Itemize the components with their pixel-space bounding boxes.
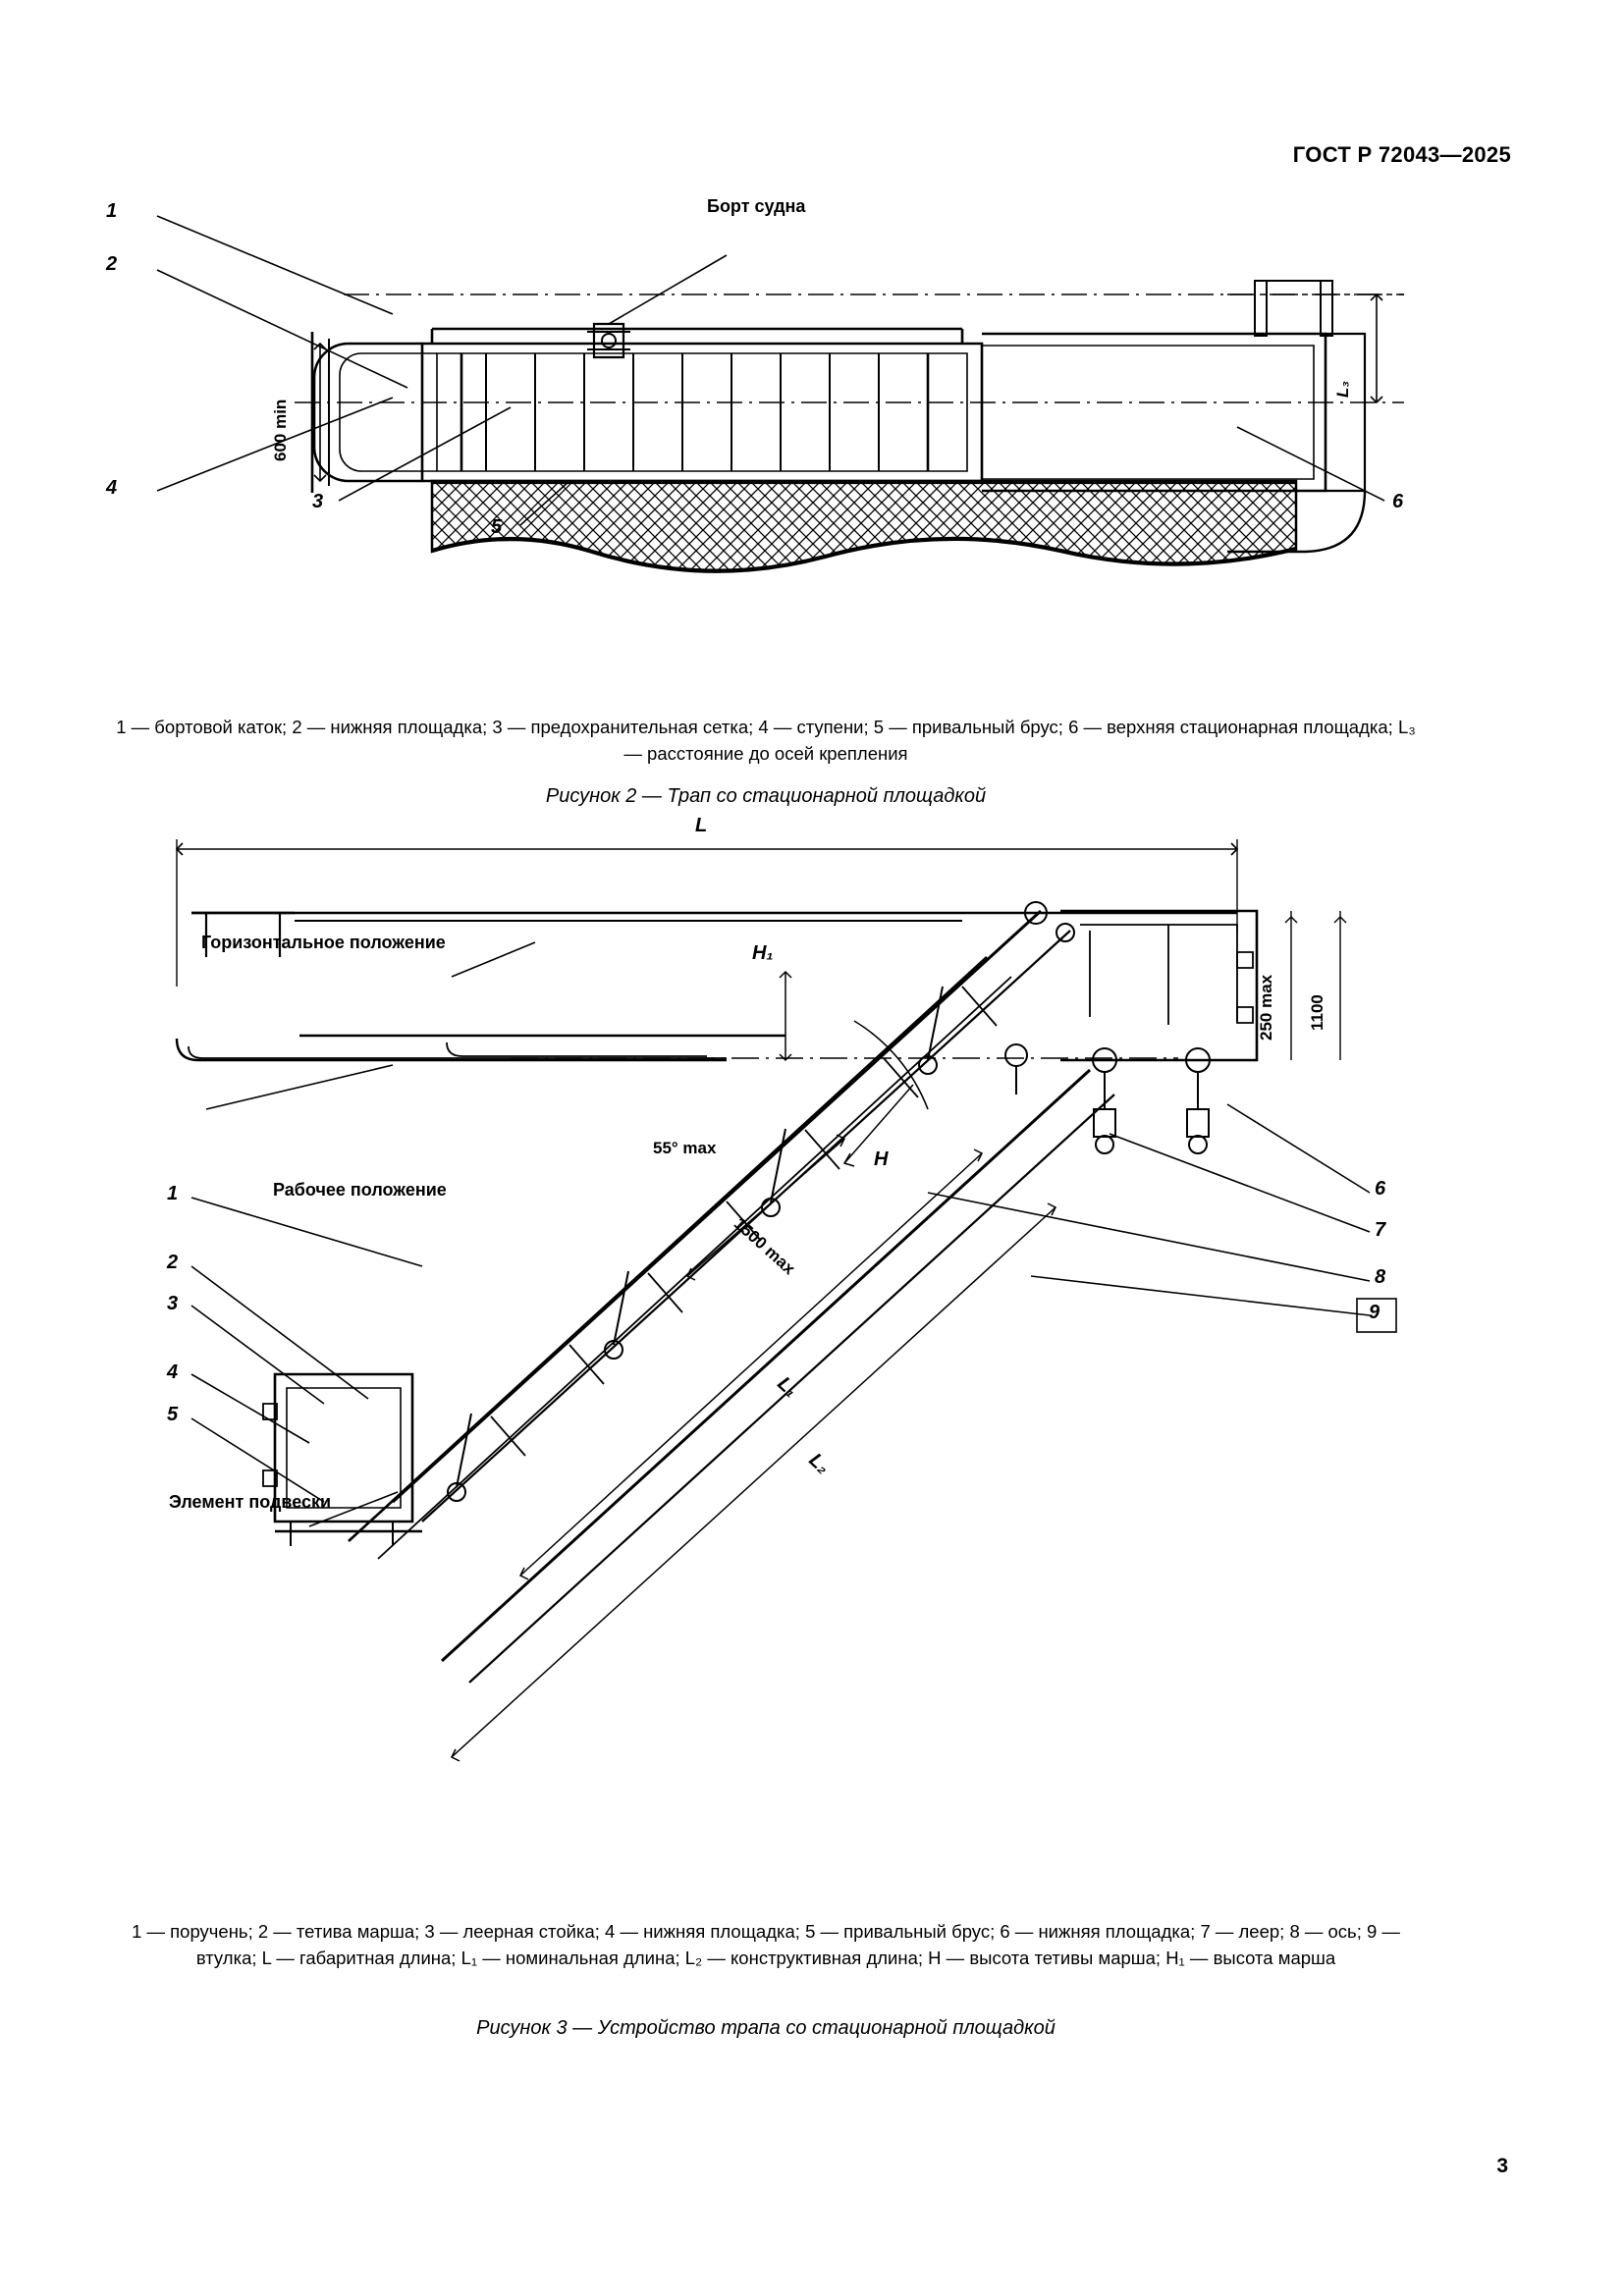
dim-L-label: L [695,815,708,836]
fig3-callout-8: 8 [1375,1266,1386,1288]
figure-2-title: Рисунок 2 — Трап со стационарной площадкой [545,785,987,807]
fig3-callout-6: 6 [1375,1178,1386,1200]
dim-250-max-label: 250 max [1257,974,1275,1041]
figure-2-drawing [98,187,1443,707]
standard-header: ГОСТ Р 72043—2025 [1292,142,1511,167]
suspension-element-label: Элемент подвески [169,1492,332,1512]
dim-H1-label: H₁ [752,942,774,964]
fig3-callout-9: 9 [1369,1302,1380,1323]
callout-6: 6 [1392,491,1404,512]
dimension-l3: L₃ [1333,381,1352,398]
fig3-callout-2: 2 [167,1252,179,1273]
dimension-600-min: 600 min [271,399,290,461]
ship-side-label: Борт судна [707,196,806,216]
dim-L2-label: L₂ [804,1449,834,1478]
page-number: 3 [1496,2155,1508,2177]
callout-1: 1 [106,200,118,222]
fig3-callout-1: 1 [167,1183,179,1204]
angle-55-max-label: 55° max [653,1139,717,1157]
fig3-callout-3: 3 [167,1293,179,1314]
dim-H-label: H [874,1148,889,1170]
working-position-label: Рабочее положение [273,1180,447,1200]
callout-4: 4 [106,477,118,499]
dim-1500-max-label: 1500 max [730,1213,799,1279]
callout-3: 3 [312,491,324,512]
callout-2: 2 [106,253,118,275]
figure-2-caption: 1 — бортовой каток; 2 — нижняя площадка; 3 — предохранительная сетка; 4 — ступени; 5 — привальный брус; 6 — верхняя стационарная площадка; L₃ — расстояние до осей крепления [116,717,1416,764]
callout-5: 5 [491,516,503,538]
fig3-callout-5: 5 [167,1404,179,1425]
fig3-callout-4: 4 [167,1362,179,1383]
fig3-callout-7: 7 [1375,1219,1386,1241]
dim-L1-label: L₁ [773,1372,802,1402]
figure-3-title: Рисунок 3 — Устройство трапа со стационарной площадкой [476,2017,1056,2039]
figure-3-caption: 1 — поручень; 2 — тетива марша; 3 — леерная стойка; 4 — нижняя площадка; 5 — привальный брус; 6 — нижняя площадка; 7 — леер; 8 — ось; 9 — втулка; L — габаритная длина; L₁ — номинальная длина; L₂ — конструктивная длина; H — высота тетивы марша; H₁ — высота марша [132,1921,1400,1968]
horizontal-position-label: Горизонтальное положение [201,933,446,952]
figure-3-drawing [98,815,1473,1895]
dim-1100-label: 1100 [1308,994,1326,1031]
